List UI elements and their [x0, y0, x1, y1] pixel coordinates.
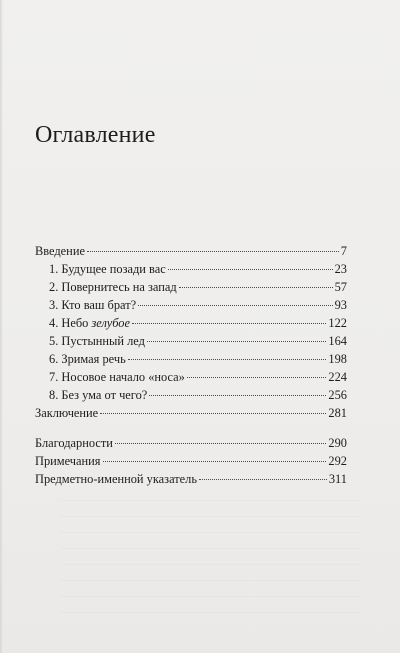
toc-leader-dots: [100, 412, 326, 414]
toc-row-notes: [35, 452, 347, 470]
toc-page-number: 93: [334, 298, 347, 312]
toc-leader-dots: [103, 460, 327, 462]
toc-section-gap: [35, 422, 347, 434]
toc-leader-dots: [115, 442, 326, 444]
toc-leader-dots: [138, 304, 332, 306]
toc-leader-dots: [128, 358, 327, 360]
toc-page-number: 256: [328, 388, 347, 402]
toc-leader-dots: [147, 340, 326, 342]
toc-page-number: 281: [328, 406, 347, 420]
toc-label: 5. Пустынный лед: [49, 334, 145, 348]
toc-label: 1. Будущее позади вас: [49, 262, 166, 276]
table-of-contents: [35, 242, 347, 488]
toc-page-number: 23: [334, 262, 347, 276]
toc-label: 2. Повернитесь на запад: [49, 280, 177, 294]
toc-page-number: 198: [328, 352, 347, 366]
toc-page-number: 57: [334, 280, 347, 294]
toc-row-chapter-7: [35, 368, 347, 386]
toc-leader-dots: [199, 478, 327, 480]
toc-leader-dots: [149, 394, 326, 396]
page-edge-shadow: [0, 0, 3, 653]
toc-page-number: 7: [340, 244, 347, 258]
toc-page-number: 224: [328, 370, 347, 384]
toc-leader-dots: [87, 250, 339, 252]
page-title: Оглавление: [35, 122, 156, 148]
toc-page-number: 311: [328, 472, 347, 486]
toc-label: [49, 314, 130, 332]
toc-row-chapter-4: [35, 314, 347, 332]
toc-row-introduction: [35, 242, 347, 260]
toc-row-chapter-1: [35, 260, 347, 278]
toc-label: Предметно-именной указатель: [35, 472, 197, 486]
toc-leader-dots: [179, 286, 333, 288]
toc-leader-dots: [132, 322, 326, 324]
toc-row-acknowledgements: [35, 434, 347, 452]
toc-page-number: 122: [328, 316, 347, 330]
toc-label-italic: зелубое: [91, 316, 130, 330]
toc-row-chapter-3: [35, 296, 347, 314]
toc-label: 7. Носовое начало «носа»: [49, 370, 185, 384]
toc-row-chapter-6: [35, 350, 347, 368]
toc-page-number: 290: [328, 436, 347, 450]
toc-label: 6. Зримая речь: [49, 352, 126, 366]
toc-label: 8. Без ума от чего?: [49, 388, 148, 402]
toc-label: Заключение: [35, 406, 99, 420]
toc-label: Введение: [35, 244, 85, 258]
toc-row-conclusion: [35, 404, 347, 422]
toc-row-chapter-2: [35, 278, 347, 296]
toc-label: 3. Кто ваш брат?: [49, 298, 137, 312]
toc-page-number: 164: [328, 334, 347, 348]
toc-row-index: [35, 470, 347, 488]
show-through-texture: [60, 500, 360, 620]
toc-leader-dots: [187, 376, 327, 378]
toc-row-chapter-8: [35, 386, 347, 404]
toc-page-number: 292: [328, 454, 347, 468]
toc-row-chapter-5: [35, 332, 347, 350]
toc-label: Примечания: [35, 454, 101, 468]
toc-label: Благодарности: [35, 436, 113, 450]
toc-label-prefix: 4. Небо: [49, 316, 92, 330]
toc-leader-dots: [168, 268, 333, 270]
